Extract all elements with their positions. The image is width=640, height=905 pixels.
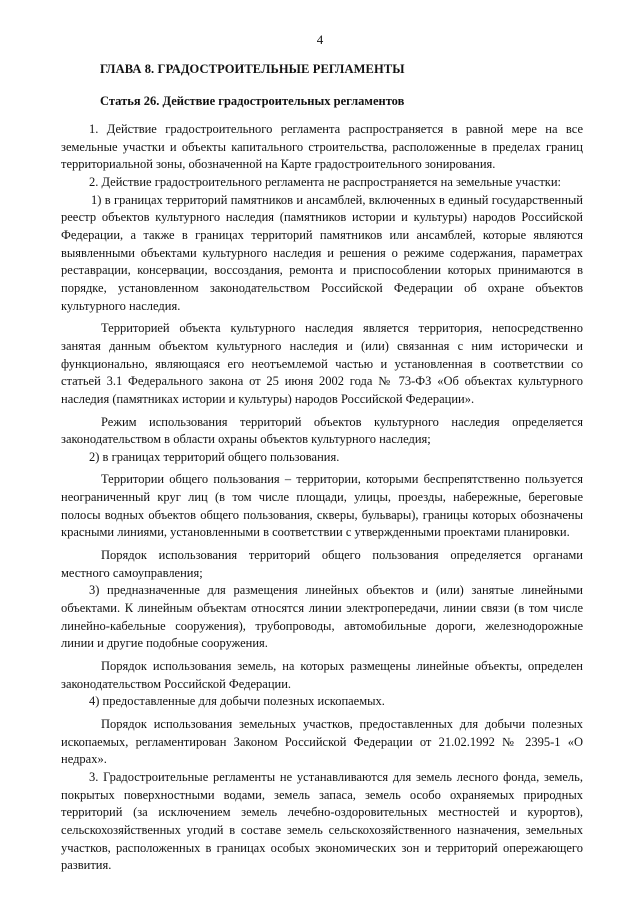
paragraph-5: Режим использования территорий объектов культурного наследия определяется законодательством в области охраны объектов культурного наследия;: [61, 414, 583, 447]
paragraph-3: 1) в границах территорий памятников и ансамблей, включенных в единый государственный реестр объектов культурного наследия (памятников истории и культуры) народов Российской Федерации, а также в границах территорий памятников или ансамблей, которые являются выявленными объектами культурного наследия и решения о режиме содержания, параметрах реставрации, консервации, воссоздания, ремонта и приспособлении которых принимаются в порядке, установленном законодательством Российской Федерации об охране объектов культурного наследия.: [61, 192, 583, 313]
paragraph-4: Территорией объекта культурного наследия является территория, непосредственно занятая данным объектом культурного наследия и (или) связанная с ним исторически и функционально, являющаяся его неотъемлемой частью и установленная в соответствии со статьей 3.1 Федерального закона от 25 июня 2002 года № 73-ФЗ «Об объектах культурного наследия (памятниках истории и культуры) народов Российской Федерации».: [61, 321, 583, 406]
article-body: [61, 121, 583, 875]
article-title: Статья 26. Действие градостроительных регламентов: [100, 94, 405, 108]
paragraph-9: 3) предназначенные для размещения линейных объектов и (или) занятые линейными объектами. К линейным объектам относятся линии электропередачи, линии связи (в том числе линейно-кабельные сооружения), трубопроводы, автомобильные дороги, железнодорожные линии и другие подобные сооружения.: [61, 583, 583, 651]
paragraph-2: 2. Действие градостроительного регламента не распространяется на земельные участки:: [89, 174, 562, 189]
page-number: 4: [316, 32, 324, 47]
paragraph-6: 2) в границах территорий общего пользования.: [89, 449, 340, 464]
paragraph-7: Территории общего пользования – территории, которыми беспрепятственно пользуется неограниченный круг лиц (в том числе площади, улицы, проезды, набережные, береговые полосы водных объектов общего пользования, скверы, бульвары), границы которых обозначены красными линиями, установленными в соответствии с утвержденными проектами планировки.: [61, 472, 583, 540]
paragraph-11: 4) предоставленные для добычи полезных ископаемых.: [89, 694, 385, 709]
paragraph-8: Порядок использования территорий общего пользования определяется органами местного самоуправления;: [61, 548, 583, 580]
paragraph-12: Порядок использования земельных участков, предоставленных для добычи полезных ископаемых, регламентирован Законом Российской Федерации от 21.02.1992 № 2395-1 «О недрах».: [61, 717, 583, 767]
paragraph-10: Порядок использования земель, на которых размещены линейные объекты, определен законодательством Российской Федерации.: [61, 659, 583, 691]
paragraph-13: 3. Градостроительные регламенты не устанавливаются для земель лесного фонда, земель, покрытых поверхностными водами, земель запаса, земель особо охраняемых природных территорий (за исключением земель лечебно-оздоровительных местностей и курортов), сельскохозяйственных угодий в составе земель сельскохозяйственного назначения, земельных участков, расположенных в границах особых экономических зон и территорий опережающего развития.: [61, 769, 583, 873]
paragraph-1: 1. Действие градостроительного регламента распространяется в равной мере на все земельные участки и объекты капитального строительства, расположенные в пределах границ территориальной зоны, обозначенной на Карте градостроительного зонирования.: [61, 122, 583, 172]
chapter-title: ГЛАВА 8. ГРАДОСТРОИТЕЛЬНЫЕ РЕГЛАМЕНТЫ: [100, 62, 405, 76]
